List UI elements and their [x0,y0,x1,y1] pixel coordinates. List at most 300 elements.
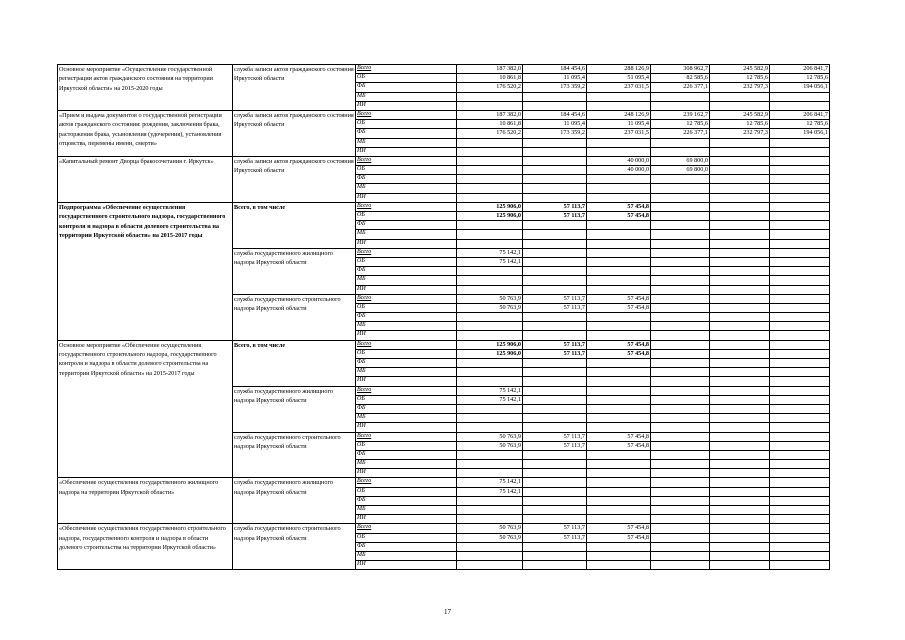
amount-cell [770,156,830,165]
amount-cell [651,368,710,377]
amount-cell [710,156,770,165]
amount-cell [710,478,770,487]
amount-cell [770,147,830,156]
funding-source-cell: ИИ [356,101,457,110]
funding-source-cell: ФБ [356,450,457,459]
amount-cell [651,322,710,331]
amount-cell [770,542,830,551]
amount-cell [587,368,651,377]
amount-cell: 75 142,1 [457,487,523,496]
amount-cell: 57 113,7 [523,294,587,303]
program-name-cell: «Обеспечение осуществления государственного жилищного надзора на территории Иркутской области» [58,478,233,524]
amount-cell [770,202,830,211]
amount-cell [587,515,651,524]
executor-cell: служба государственного строительного надзора Иркутской области [233,524,356,570]
amount-cell: 194 056,1 [770,83,830,92]
amount-cell [770,101,830,110]
table-row [58,110,830,119]
amount-cell [523,496,587,505]
amount-cell [710,368,770,377]
amount-cell [587,101,651,110]
amount-cell: 57 454,8 [587,349,651,358]
amount-cell: 206 841,7 [770,65,830,74]
amount-cell [587,551,651,560]
amount-cell [651,460,710,469]
amount-cell [770,469,830,478]
amount-cell [651,542,710,551]
amount-cell [523,359,587,368]
amount-cell: 206 841,7 [770,110,830,119]
amount-cell [770,276,830,285]
amount-cell [770,515,830,524]
executor-cell: служба записи актов гражданского состояния Иркутской области [233,156,356,202]
amount-cell [523,92,587,101]
funding-source-cell: ИИ [356,469,457,478]
amount-cell: 173 359,2 [523,83,587,92]
amount-cell [523,276,587,285]
amount-cell [587,239,651,248]
amount-cell [710,202,770,211]
amount-cell: 57 113,7 [523,212,587,221]
amount-cell [770,221,830,230]
amount-cell: 11 095,4 [523,74,587,83]
amount-cell: 57 454,8 [587,303,651,312]
funding-source-cell: ИИ [356,377,457,386]
funding-source-cell: ИИ [356,193,457,202]
amount-cell [523,386,587,395]
amount-cell [457,193,523,202]
amount-cell [523,221,587,230]
amount-cell: 187 382,0 [457,65,523,74]
amount-cell [457,450,523,459]
funding-source-cell: ФБ [356,129,457,138]
amount-cell [710,551,770,560]
funding-source-cell: ИИ [356,561,457,570]
amount-cell [770,506,830,515]
amount-cell [710,313,770,322]
funding-source-cell: ФБ [356,83,457,92]
amount-cell [651,184,710,193]
amount-cell: 57 454,8 [587,294,651,303]
amount-cell [651,175,710,184]
amount-cell: 50 763,9 [457,303,523,312]
amount-cell [651,524,710,533]
amount-cell [651,303,710,312]
amount-cell [710,496,770,505]
funding-source-cell: ОБ [356,395,457,404]
funding-source-cell: ОБ [356,166,457,175]
amount-cell [710,395,770,404]
funding-source-cell: ИИ [356,331,457,340]
amount-cell: 40 000,0 [587,156,651,165]
amount-cell [587,542,651,551]
amount-cell [523,478,587,487]
funding-source-cell: МБ [356,414,457,423]
amount-cell [651,487,710,496]
amount-cell [710,166,770,175]
table-body [58,65,830,570]
funding-source-cell: ИИ [356,423,457,432]
amount-cell [710,230,770,239]
amount-cell [523,331,587,340]
amount-cell: 11 095,4 [587,120,651,129]
amount-cell: 40 000,0 [587,166,651,175]
amount-cell [651,92,710,101]
funding-source-cell: ФБ [356,404,457,413]
amount-cell: 173 359,2 [523,129,587,138]
amount-cell [457,276,523,285]
funding-source-cell: ФБ [356,175,457,184]
amount-cell: 245 582,9 [710,65,770,74]
amount-cell [587,257,651,266]
amount-cell [523,506,587,515]
amount-cell [651,414,710,423]
amount-cell [457,322,523,331]
amount-cell: 237 031,5 [587,83,651,92]
amount-cell [523,423,587,432]
funding-source-cell: Всего [356,156,457,165]
amount-cell: 57 113,7 [523,432,587,441]
amount-cell [457,551,523,560]
executor-cell: служба государственного строительного надзора Иркутской области [233,432,356,478]
amount-cell [523,184,587,193]
amount-cell [710,469,770,478]
amount-cell [770,496,830,505]
amount-cell [523,156,587,165]
amount-cell [770,524,830,533]
document-page [57,64,830,570]
amount-cell [651,313,710,322]
amount-cell: 239 162,7 [651,110,710,119]
amount-cell [770,248,830,257]
amount-cell [770,359,830,368]
amount-cell [651,377,710,386]
amount-cell [523,138,587,147]
amount-cell: 12 785,6 [651,120,710,129]
amount-cell [651,239,710,248]
amount-cell [587,450,651,459]
amount-cell: 57 113,7 [523,303,587,312]
amount-cell: 12 785,6 [770,74,830,83]
amount-cell [710,423,770,432]
amount-cell [651,294,710,303]
amount-cell [651,331,710,340]
amount-cell [770,533,830,542]
amount-cell [770,239,830,248]
funding-source-cell: ОБ [356,487,457,496]
amount-cell [710,101,770,110]
executor-cell: служба государственного строительного надзора Иркутской области [233,294,356,340]
amount-cell [523,515,587,524]
amount-cell [651,469,710,478]
amount-cell [523,166,587,175]
amount-cell: 57 454,8 [587,533,651,542]
amount-cell [523,230,587,239]
amount-cell [523,267,587,276]
funding-source-cell: Всего [356,110,457,119]
amount-cell [651,193,710,202]
program-name-cell: Подпрограмма «Обеспечение осуществления государственного строительного надзора, государственного контроля и надзора в области долевого строительства на территории Иркутской области» на 2015-2017 годы [58,202,233,340]
amount-cell [587,276,651,285]
funding-source-cell: МБ [356,460,457,469]
amount-cell: 50 763,9 [457,441,523,450]
amount-cell: 187 382,0 [457,110,523,119]
amount-cell [710,267,770,276]
amount-cell [770,294,830,303]
funding-source-cell: Всего [356,248,457,257]
amount-cell: 50 763,9 [457,533,523,542]
executor-cell: служба записи актов гражданского состояния Иркутской области [233,110,356,156]
amount-cell [651,340,710,349]
funding-source-cell: МБ [356,92,457,101]
amount-cell [587,175,651,184]
funding-source-cell: МБ [356,506,457,515]
amount-cell: 232 797,3 [710,83,770,92]
funding-source-cell: МБ [356,230,457,239]
amount-cell: 10 861,8 [457,74,523,83]
funding-source-cell: Всего [356,478,457,487]
amount-cell [587,386,651,395]
amount-cell [587,460,651,469]
amount-cell [587,414,651,423]
amount-cell [710,221,770,230]
amount-cell [457,175,523,184]
funding-source-cell: МБ [356,138,457,147]
amount-cell [710,349,770,358]
amount-cell: 50 763,9 [457,524,523,533]
amount-cell [710,377,770,386]
amount-cell [651,212,710,221]
amount-cell [457,101,523,110]
funding-source-cell: ФБ [356,313,457,322]
amount-cell [710,147,770,156]
amount-cell: 245 582,9 [710,110,770,119]
amount-cell [770,322,830,331]
amount-cell [457,285,523,294]
amount-cell [457,267,523,276]
amount-cell [770,175,830,184]
amount-cell [770,478,830,487]
amount-cell [710,414,770,423]
amount-cell [710,193,770,202]
amount-cell [587,267,651,276]
funding-source-cell: МБ [356,276,457,285]
funding-source-cell: МБ [356,551,457,560]
amount-cell [587,221,651,230]
amount-cell [651,221,710,230]
amount-cell: 57 454,8 [587,432,651,441]
amount-cell [710,138,770,147]
amount-cell [770,395,830,404]
funding-source-cell: ОБ [356,349,457,358]
amount-cell: 176 520,2 [457,129,523,138]
amount-cell [523,285,587,294]
amount-cell [651,551,710,560]
amount-cell [651,561,710,570]
funding-source-cell: ИИ [356,515,457,524]
amount-cell [770,386,830,395]
amount-cell: 12 785,6 [710,120,770,129]
amount-cell [651,506,710,515]
amount-cell [457,166,523,175]
amount-cell [770,303,830,312]
amount-cell [587,193,651,202]
funding-source-cell: ФБ [356,267,457,276]
amount-cell [587,423,651,432]
funding-source-cell: ОБ [356,441,457,450]
amount-cell [587,469,651,478]
amount-cell: 57 113,7 [523,533,587,542]
amount-cell: 75 142,1 [457,248,523,257]
amount-cell: 184 454,6 [523,110,587,119]
executor-cell: Всего, в том числе [233,340,356,386]
amount-cell: 82 585,6 [651,74,710,83]
amount-cell [457,469,523,478]
program-name-cell: «Капитальный ремонт Дворца бракосочетания г. Иркутск» [58,156,233,202]
amount-cell [523,239,587,248]
amount-cell [523,450,587,459]
amount-cell [587,395,651,404]
amount-cell [710,441,770,450]
funding-source-cell: Всего [356,65,457,74]
amount-cell [587,184,651,193]
funding-source-cell: ОБ [356,212,457,221]
amount-cell [457,515,523,524]
amount-cell [770,460,830,469]
amount-cell [587,248,651,257]
amount-cell [770,368,830,377]
amount-cell [710,340,770,349]
amount-cell [710,175,770,184]
amount-cell [710,276,770,285]
program-name-cell: «Обеспечение осуществления государственного строительного надзора, государственного контроля и надзора в области долевого строительства на территории Иркутской области» [58,524,233,570]
amount-cell: 75 142,1 [457,257,523,266]
funding-source-cell: ОБ [356,303,457,312]
amount-cell: 12 785,6 [710,74,770,83]
amount-cell [457,147,523,156]
funding-source-cell: ИИ [356,239,457,248]
amount-cell [587,230,651,239]
amount-cell [770,423,830,432]
program-name-cell: Основное мероприятие «Обеспечение осуществления государственного строительного надзора, государственного контроля и надзора в области долевого строительства на территории Иркутской области» на 2015-2017 годы [58,340,233,478]
table-row [58,65,830,74]
amount-cell [710,542,770,551]
program-name-cell: Основное мероприятие «Осуществление государственной регистрации актов гражданского состояния на территории Иркутской области» на 2015-2020 годы [58,65,233,111]
amount-cell [651,349,710,358]
amount-cell: 57 454,8 [587,340,651,349]
amount-cell [523,469,587,478]
amount-cell [523,377,587,386]
amount-cell [710,450,770,459]
amount-cell: 308 962,7 [651,65,710,74]
amount-cell: 50 763,9 [457,294,523,303]
page-number: 17 [444,608,451,616]
amount-cell [770,285,830,294]
amount-cell [770,340,830,349]
amount-cell [770,377,830,386]
amount-cell: 75 142,1 [457,478,523,487]
executor-cell: Всего, в том числе [233,202,356,248]
amount-cell [651,276,710,285]
amount-cell [587,359,651,368]
amount-cell [523,561,587,570]
amount-cell [587,331,651,340]
funding-source-cell: ФБ [356,359,457,368]
executor-cell: служба государственного жилищного надзора Иркутской области [233,478,356,524]
amount-cell [651,395,710,404]
amount-cell [457,156,523,165]
amount-cell [457,184,523,193]
amount-cell [457,496,523,505]
amount-cell: 125 906,0 [457,340,523,349]
amount-cell: 57 454,8 [587,212,651,221]
amount-cell [457,423,523,432]
executor-cell: служба государственного жилищного надзора Иркутской области [233,386,356,432]
amount-cell [770,551,830,560]
table-row [58,524,830,533]
amount-cell: 57 454,8 [587,524,651,533]
amount-cell [710,432,770,441]
amount-cell: 10 861,8 [457,120,523,129]
amount-cell [710,285,770,294]
amount-cell [587,92,651,101]
amount-cell: 69 800,0 [651,166,710,175]
amount-cell [523,551,587,560]
amount-cell [523,257,587,266]
amount-cell: 237 031,5 [587,129,651,138]
amount-cell: 226 377,1 [651,129,710,138]
amount-cell: 57 113,7 [523,524,587,533]
amount-cell [457,414,523,423]
amount-cell [457,138,523,147]
amount-cell: 57 454,8 [587,441,651,450]
amount-cell [587,147,651,156]
funding-source-cell: Всего [356,386,457,395]
amount-cell [651,441,710,450]
amount-cell [523,322,587,331]
amount-cell [457,230,523,239]
amount-cell [523,175,587,184]
amount-cell [457,542,523,551]
amount-cell [651,138,710,147]
amount-cell: 57 113,7 [523,441,587,450]
amount-cell [710,248,770,257]
amount-cell: 125 906,0 [457,212,523,221]
amount-cell: 125 906,0 [457,349,523,358]
amount-cell [587,478,651,487]
amount-cell [523,368,587,377]
amount-cell [457,377,523,386]
funding-source-cell: ИИ [356,147,457,156]
amount-cell [770,193,830,202]
amount-cell [457,221,523,230]
amount-cell [770,441,830,450]
amount-cell [770,349,830,358]
amount-cell [770,561,830,570]
amount-cell: 184 454,6 [523,65,587,74]
amount-cell [770,313,830,322]
amount-cell: 57 113,7 [523,349,587,358]
amount-cell [710,257,770,266]
funding-source-cell: ФБ [356,542,457,551]
amount-cell [651,450,710,459]
amount-cell [710,561,770,570]
amount-cell [651,101,710,110]
funding-source-cell: Всего [356,294,457,303]
amount-cell [710,524,770,533]
amount-cell [587,322,651,331]
funding-source-cell: МБ [356,322,457,331]
